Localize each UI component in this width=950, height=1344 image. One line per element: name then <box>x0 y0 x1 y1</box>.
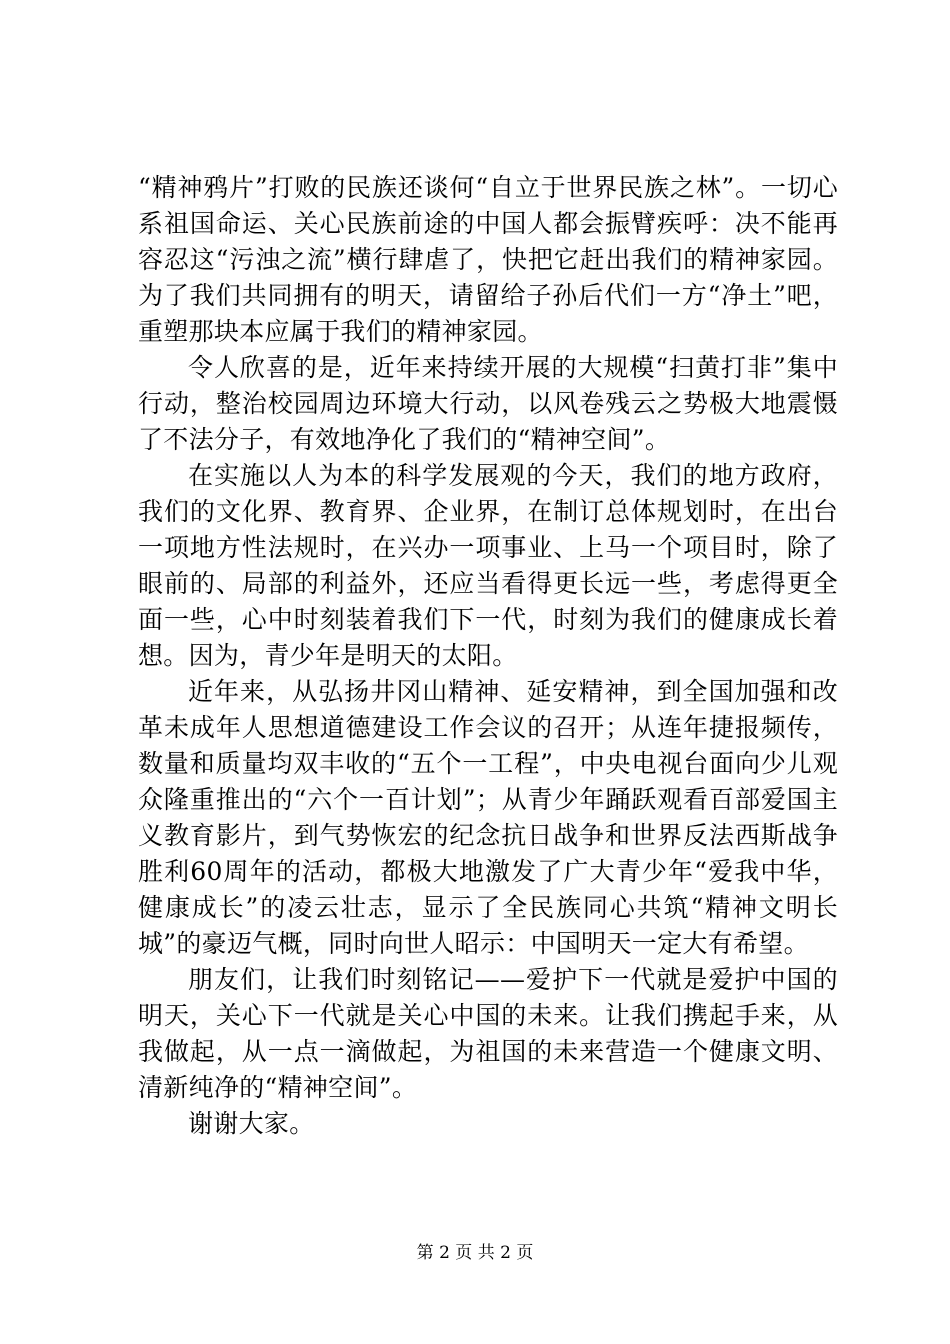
page-number-footer: 第 2 页 共 2 页 <box>416 1243 534 1263</box>
paragraph: 近年来，从弘扬井冈山精神、延安精神，到全国加强和改革未成年人思想道德建设工作会议的召开；从连年捷报频传，数量和质量均双丰收的“五个一工程”，中央电视台面向少儿观众隆重推出的“六个一百计划”；从青少年踊跃观看百部爱国主义教育影片，到气势恢宏的纪念抗日战争和世界反法西斯战争胜利60周年的活动，都极大地激发了广大青少年“爱我中华，健康成长”的凌云壮志，显示了全民族同心共筑“精神文明长城”的豪迈气概，同时向世人昭示：中国明天一定大有希望。 <box>138 677 838 958</box>
paragraph: 在实施以人为本的科学发展观的今天，我们的地方政府，我们的文化界、教育界、企业界，在制订总体规划时，在出台一项地方性法规时，在兴办一项事业、上马一个项目时，除了眼前的、局部的利益外，还应当看得更长远一些，考虑得更全面一些，心中时刻装着我们下一代，时刻为我们的健康成长着想。因为，青少年是明天的太阳。 <box>138 461 838 670</box>
paragraph: “精神鸦片”打败的民族还谈何“自立于世界民族之林”。一切心系祖国命运、关心民族前途的中国人都会振臂疾呼：决不能再容忍这“污浊之流”横行肆虐了，快把它赶出我们的精神家园。为了我们共同拥有的明天，请留给子孙后代们一方“净土”吧，重塑那块本应属于我们的精神家园。 <box>138 173 838 346</box>
paragraph: 朋友们，让我们时刻铭记——爱护下一代就是爱护中国的明天，关心下一代就是关心中国的未来。让我们携起手来，从我做起，从一点一滴做起，为祖国的未来营造一个健康文明、清新纯净的“精神空间”。 <box>138 965 838 1102</box>
paragraph: 谢谢大家。 <box>188 1109 315 1138</box>
paragraph: 令人欣喜的是，近年来持续开展的大规模“扫黄打非”集中行动，整治校园周边环境大行动，以风卷残云之势极大地震慑了不法分子，有效地净化了我们的“精神空间”。 <box>138 353 838 454</box>
document-body <box>138 170 838 1142</box>
